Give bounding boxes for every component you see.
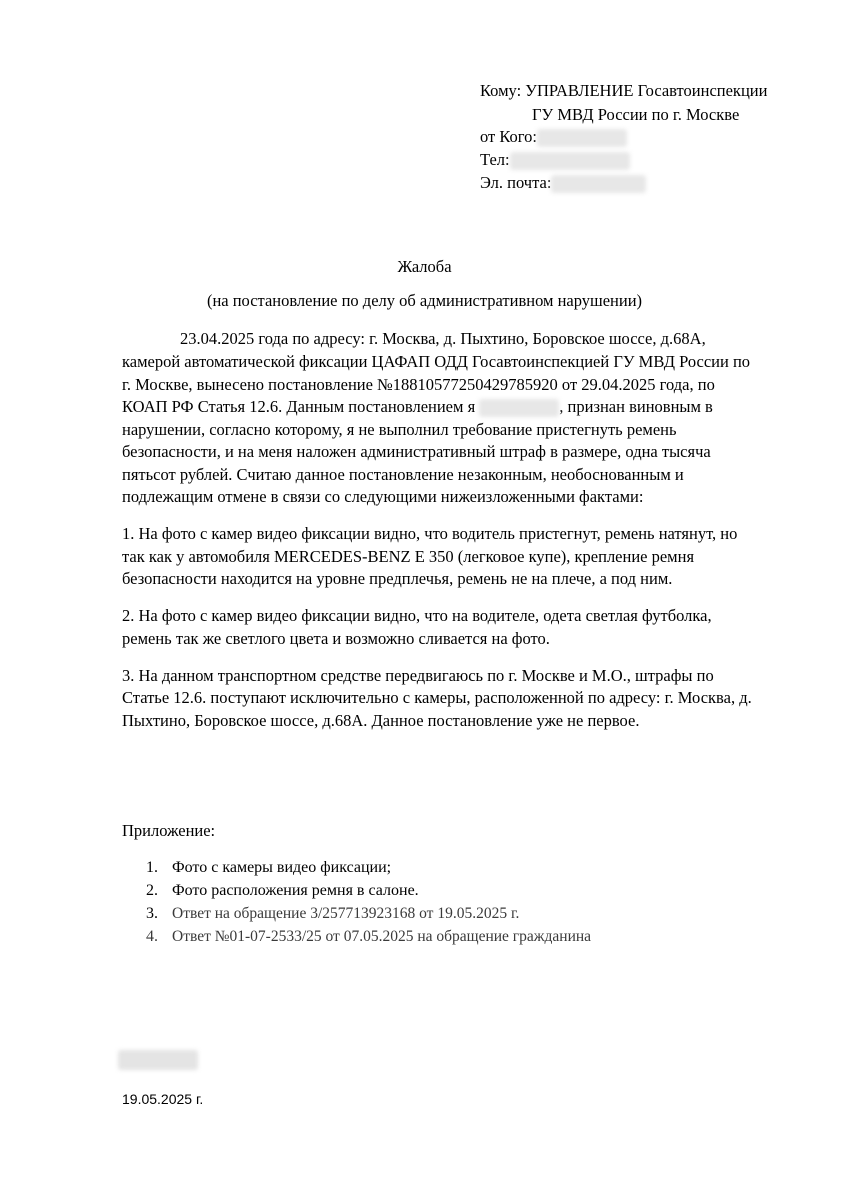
- document-date: 19.05.2025 г.: [122, 1091, 204, 1107]
- email-line: [480, 172, 646, 194]
- intro-line-6: безопасности, и на меня наложен административный штраф в размере, одна тысяча: [122, 442, 711, 461]
- intro-line-5: нарушении, согласно которому, я не выполнил требование пристегнуть ремень: [122, 420, 677, 439]
- attachment-4-number: 4.: [146, 928, 158, 945]
- point-1-line-1: 1. На фото с камер видео фиксации видно, что водитель пристегнут, ремень натянут, но: [122, 524, 738, 543]
- attachment-2-number: 2.: [146, 882, 158, 899]
- point-2-line-2: ремень так же светлого цвета и возможно сливается на фото.: [122, 629, 550, 648]
- point-3-line-1: 3. На данном транспортном средстве передвигаюсь по г. Москве и М.О., штрафы по: [122, 666, 714, 685]
- intro-line-2: камерой автоматической фиксации ЦАФАП ОДД Госавтоинспекцией ГУ МВД России по: [122, 352, 751, 371]
- point-3-line-2: Статье 12.6. поступают исключительно с камеры, расположенной по адресу: г. Москва, д.: [122, 688, 752, 707]
- point-1-line-2: так как у автомобиля MERCEDES-BENZ E 350 (легковое купе), крепление ремня: [122, 547, 695, 566]
- redacted-sender-name: [537, 129, 627, 147]
- attachment-3-number: 3.: [146, 905, 158, 922]
- attachment-4-text: Ответ №01-07-2533/25 от 07.05.2025 на обращение гражданина: [172, 928, 592, 945]
- intro-line-3: г. Москве, вынесено постановление №18810577250429785920 от 29.04.2025 года, по: [122, 375, 715, 394]
- document-subtitle: (на постановление по делу об административном нарушении): [206, 291, 643, 310]
- attachment-1-text: Фото с камеры видео фиксации;: [172, 859, 392, 876]
- point-3-line-3: Пыхтино, Боровское шоссе, д.68А. Данное постановление уже не первое.: [122, 711, 640, 730]
- intro-line-8: подлежащим отмене в связи со следующими нижеизложенными фактами:: [122, 487, 644, 506]
- recipient-line-2: ГУ МВД России по г. Москве: [532, 105, 740, 124]
- redacted-signature: [118, 1050, 198, 1070]
- attachment-1-number: 1.: [146, 859, 158, 876]
- point-1-line-3: безопасности находится на уровне предплечья, ремень не на плече, а под ним.: [122, 569, 673, 588]
- intro-line-4-end: , признан виновным в: [559, 397, 713, 416]
- intro-line-1: 23.04.2025 года по адресу: г. Москва, д. Пыхтино, Боровское шоссе, д.68А,: [180, 329, 706, 348]
- recipient-line-1: Кому: УПРАВЛЕНИЕ Госавтоинспекции: [480, 81, 768, 100]
- redacted-phone: [510, 152, 630, 170]
- attachments-heading: Приложение:: [122, 821, 216, 840]
- sender-label: от Кого:: [480, 127, 537, 146]
- redacted-name: [479, 399, 559, 417]
- intro-line-4-start: КОАП РФ Статья 12.6. Данным постановлением я: [122, 397, 476, 416]
- sender-line: [480, 126, 627, 148]
- email-label: Эл. почта:: [480, 173, 552, 192]
- document-title: Жалоба: [397, 257, 452, 276]
- phone-label: Тел:: [480, 150, 510, 169]
- redacted-email: [551, 175, 646, 193]
- attachment-2-text: Фото расположения ремня в салоне.: [172, 882, 419, 899]
- intro-line-4: [122, 396, 713, 418]
- intro-line-7: пятьсот рублей. Считаю данное постановление незаконным, необоснованным и: [122, 465, 684, 484]
- point-2-line-1: 2. На фото с камер видео фиксации видно, что на водителе, одета светлая футболка,: [122, 606, 712, 625]
- attachment-3-text: Ответ на обращение 3/257713923168 от 19.05.2025 г.: [172, 905, 520, 922]
- phone-line: [480, 149, 630, 171]
